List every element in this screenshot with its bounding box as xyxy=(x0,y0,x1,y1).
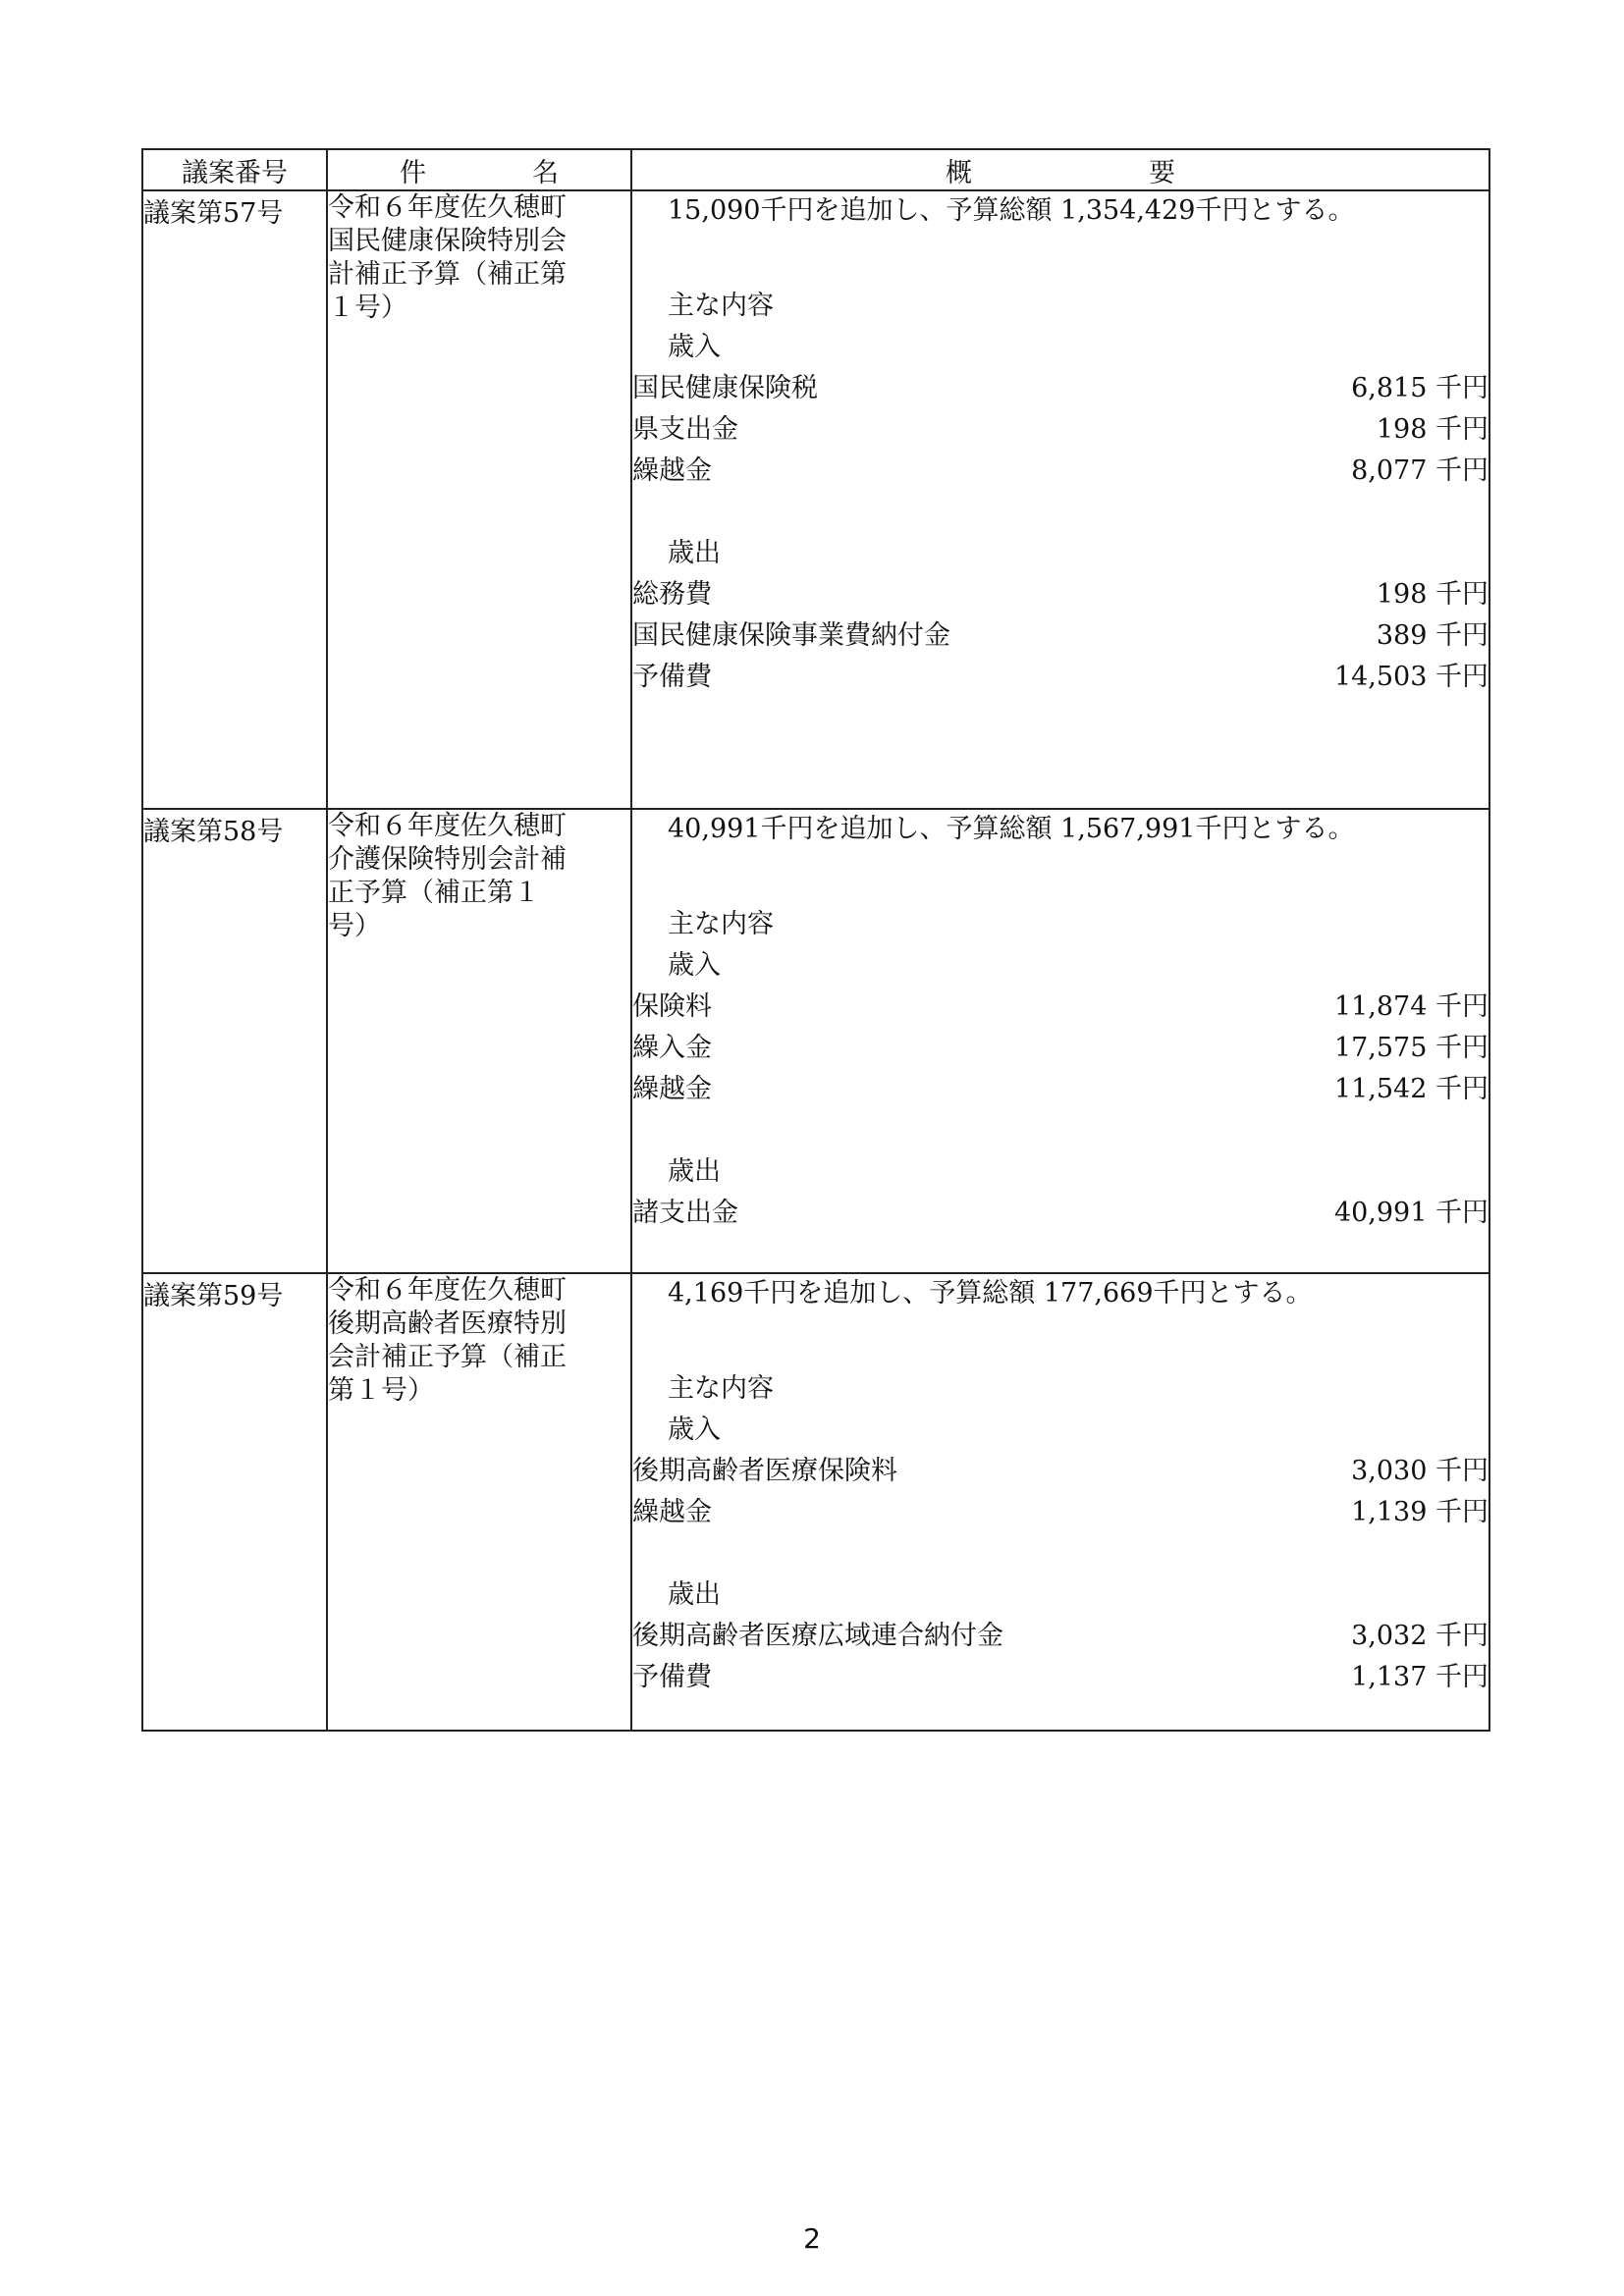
item-name: 保険料 xyxy=(632,991,712,1022)
item-amount: 3,030 千円 xyxy=(1351,1456,1489,1486)
item-amount: 11,874 千円 xyxy=(1333,991,1489,1022)
bill-title-line: 計補正予算（補正第 xyxy=(328,259,567,290)
expenditure-label: 歳出 xyxy=(668,1156,721,1187)
page-number: 2 xyxy=(803,2222,821,2255)
header-row xyxy=(142,149,1489,190)
bill-title-line: 令和６年度佐久穂町 xyxy=(328,192,567,223)
item-amount: 17,575 千円 xyxy=(1333,1033,1489,1063)
revenue-item xyxy=(632,409,1489,451)
item-amount: 1,139 千円 xyxy=(1351,1497,1489,1527)
header-number: 議案番号 xyxy=(142,149,327,190)
revenue-item xyxy=(632,451,1489,492)
item-name: 総務費 xyxy=(632,579,712,610)
header-summary xyxy=(631,149,1489,190)
revenue-item xyxy=(632,1069,1489,1110)
bill-row-59 xyxy=(142,1273,1489,1731)
main-content-label: 主な内容 xyxy=(668,291,774,321)
expenditure-item xyxy=(632,657,1489,698)
item-name: 国民健康保険税 xyxy=(632,373,818,403)
item-amount: 14,503 千円 xyxy=(1333,662,1489,692)
main-content-label: 主な内容 xyxy=(668,909,774,939)
bill-title-line: 国民健康保険特別会 xyxy=(328,226,567,256)
item-name: 諸支出金 xyxy=(632,1198,738,1228)
revenue-item xyxy=(632,987,1489,1028)
header-name xyxy=(327,149,631,190)
item-amount: 11,542 千円 xyxy=(1333,1074,1489,1104)
bill-title-line: 介護保険特別会計補 xyxy=(328,844,567,875)
item-amount: 3,032 千円 xyxy=(1351,1621,1489,1651)
expenditure-label: 歳出 xyxy=(668,538,721,568)
expenditure-item xyxy=(632,574,1489,615)
item-name: 県支出金 xyxy=(632,414,738,445)
summary-text: 4,169千円を追加し、予算総額 177,669千円とする。 xyxy=(668,1278,1313,1308)
bill-title-line: 正予算（補正第１ xyxy=(328,878,540,908)
bills-table xyxy=(141,148,1490,1732)
revenue-label: 歳入 xyxy=(668,1415,721,1445)
item-amount: 8,077 千円 xyxy=(1351,455,1489,486)
header-name-b: 名 xyxy=(532,157,559,188)
bill-summary xyxy=(631,190,1489,809)
expenditure-item xyxy=(632,1657,1489,1698)
bill-title-line: 後期高齢者医療特別 xyxy=(328,1308,567,1339)
bill-number: 議案第59号 xyxy=(142,1273,327,1731)
expenditure-item xyxy=(632,615,1489,657)
bill-title xyxy=(327,1273,631,1731)
bill-number: 議案第58号 xyxy=(142,809,327,1273)
item-name: 繰越金 xyxy=(632,455,712,486)
revenue-item xyxy=(632,1028,1489,1069)
revenue-label: 歳入 xyxy=(668,950,721,981)
item-name: 繰越金 xyxy=(632,1497,712,1527)
summary-text: 15,090千円を追加し、予算総額 1,354,429千円とする。 xyxy=(668,195,1355,226)
bill-title-line: 令和６年度佐久穂町 xyxy=(328,1275,567,1306)
bill-row-57 xyxy=(142,190,1489,809)
bill-title-line: 令和６年度佐久穂町 xyxy=(328,811,567,841)
item-amount: 6,815 千円 xyxy=(1351,373,1489,403)
header-summary-b: 要 xyxy=(1149,157,1175,188)
item-name: 繰越金 xyxy=(632,1074,712,1104)
item-name: 国民健康保険事業費納付金 xyxy=(632,620,950,651)
header-name-a: 件 xyxy=(400,157,426,188)
revenue-item xyxy=(632,368,1489,409)
bill-title-line: 会計補正予算（補正 xyxy=(328,1342,567,1372)
revenue-item xyxy=(632,1492,1489,1533)
bill-number: 議案第57号 xyxy=(142,190,327,809)
item-amount: 198 千円 xyxy=(1376,579,1489,610)
expenditure-item xyxy=(632,1193,1489,1234)
main-content-label: 主な内容 xyxy=(668,1373,774,1404)
expenditure-label: 歳出 xyxy=(668,1579,721,1610)
item-amount: 389 千円 xyxy=(1376,620,1489,651)
item-amount: 198 千円 xyxy=(1376,414,1489,445)
expenditure-item xyxy=(632,1616,1489,1657)
item-name: 後期高齢者医療広域連合納付金 xyxy=(632,1621,1003,1651)
bill-title xyxy=(327,809,631,1273)
bill-row-58 xyxy=(142,809,1489,1273)
item-name: 予備費 xyxy=(632,1662,712,1692)
revenue-label: 歳入 xyxy=(668,332,721,362)
bill-title-line: １号） xyxy=(328,293,407,323)
bill-summary xyxy=(631,1273,1489,1731)
bill-summary xyxy=(631,809,1489,1273)
revenue-item xyxy=(632,1451,1489,1492)
header-summary-a: 概 xyxy=(946,157,972,188)
bill-title-line: 第１号） xyxy=(328,1375,434,1406)
item-amount: 1,137 千円 xyxy=(1351,1662,1489,1692)
item-name: 後期高齢者医療保険料 xyxy=(632,1456,897,1486)
item-name: 繰入金 xyxy=(632,1033,712,1063)
bill-title xyxy=(327,190,631,809)
bill-title-line: 号） xyxy=(328,911,381,941)
item-amount: 40,991 千円 xyxy=(1333,1198,1489,1228)
summary-text: 40,991千円を追加し、予算総額 1,567,991千円とする。 xyxy=(668,814,1355,844)
item-name: 予備費 xyxy=(632,662,712,692)
